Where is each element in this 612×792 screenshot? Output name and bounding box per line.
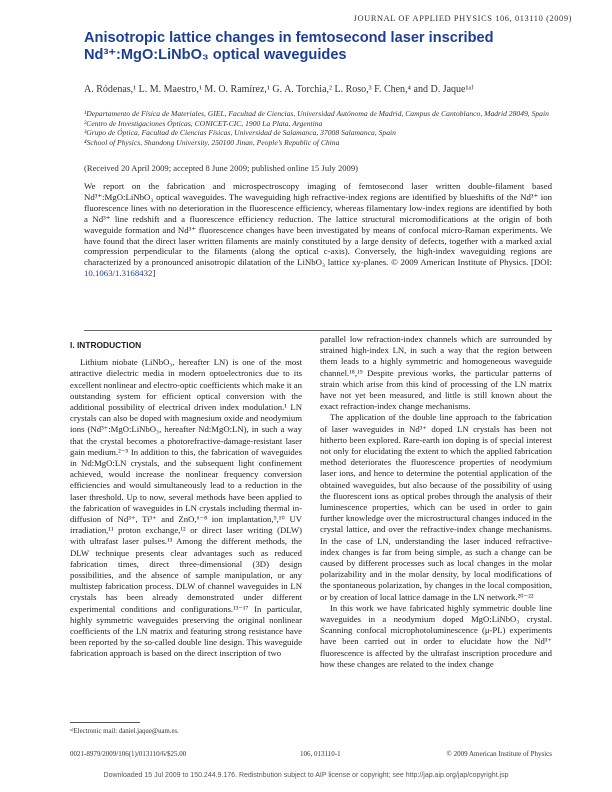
received-dates: (Received 20 April 2009; accepted 8 June 2009; published online 15 July 2009) — [84, 163, 358, 173]
author-list: A. Ródenas,¹ L. M. Maestro,¹ M. O. Ramírez,¹ G. A. Torchia,² L. Roso,³ F. Chen,⁴ and D. Jaque¹ᵃ⁾ — [84, 84, 474, 95]
affiliation-2: ²Centro de Investigaciones Ópticas, CONICET-CIC, 1900 La Plata, Argentina — [84, 118, 323, 128]
footer-issn: 0021-8979/2009/106(1)/013110/6/$25.00 — [70, 750, 187, 758]
section-divider — [84, 330, 552, 331]
download-notice: Downloaded 15 Jul 2009 to 150.244.9.176. Redistribution subject to AIP license or copyright; see http://jap.aip.org/jap/copyright.jsp — [103, 772, 509, 779]
article-title: Anisotropic lattice changes in femtosecond laser inscribed Nd³⁺:MgO:LiNbO₃ optical waveguides — [84, 30, 494, 63]
doi-link[interactable]: 10.1063/1.3168432 — [84, 268, 153, 279]
journal-header: JOURNAL OF APPLIED PHYSICS 106, 013110 (2009) — [353, 14, 572, 23]
abstract-end: ] — [152, 268, 156, 279]
affiliation-3: ³Grupo de Óptica, Facultad de Ciencias Físicas, Universidad de Salamanca, 37008 Salamanca, Spain — [84, 128, 396, 138]
intro-paragraph-1: Lithium niobate (LiNbO₃, hereafter LN) is one of the most attractive dielectric media in modern optoelectronics due to its excellent nonlinear and electro-optic coefficients which make it an outstanding system for efficient optical conversion with the additional possibility of electrical driven index modulation.¹ LN crystals can also be doped with magnesium oxide and neodymium ions (Nd³⁺:MgO:LiNbO₃, hereafter Nd:MgO:LN), in such a way that the crystal becomes a photorefractive-damage-resistant laser gain medium.²⁻⁵ In addition to this, the fabrication of waveguides in Nd:MgO:LN crystals, and the subsequent light confinement achieved, would increase the nonlinear frequency conversion efficiencies and would simultaneously lead to a reduction in the laser threshold. Up to now, several methods have been applied to the fabrication of waveguides in LN crystals including thermal in-diffusion of Nd³⁺, Ti³⁺ and ZnO,⁶⁻⁸ ion implantation,⁹,¹⁰ UV irradiation,¹¹ proton exchange,¹² or direct laser writing (DLW) with ultrafast laser pulses.¹³ Among the different methods, the DLW technique presents clear advantages such as reduced fabrication times, direct three-dimensional (3D) design possibilities, and the absence of sample manipulation, or any multistep fabrication process. DLW of channel waveguides in LN crystals has been already demonstrated under different experimental conditions and configurations.¹³⁻¹⁷ In particular, highly symmetric waveguides preserving the original nonlinear coefficients of the LN matrix and featuring strong resistance have been reported by the so-called double line design. This waveguide fabrication approach is based on the direct inscription of two — [70, 357, 302, 659]
footnote-divider — [70, 722, 140, 723]
affiliation-4: ⁴School of Physics, Shandong University, 250100 Jinan, People’s Republic of China — [84, 138, 340, 148]
affiliation-1: ¹Departamento de Física de Materiales, GIEL, Facultad de Ciencias, Universidad Autónoma de Madrid, Campus de Cantoblanco, Madrid 28049, Spain — [84, 109, 549, 118]
intro-paragraph-3: In this work we have fabricated highly symmetric double line waveguides in a neodymium doped MgO:LiNbO₃ crystal. Scanning confocal microphotoluminescence (μ-PL) experiments have been carried out in order to elucidate how the Nd³⁺ fluorescence is affected by the ultrafast inscription procedure and how these changes are related to the index change — [320, 602, 552, 669]
footer-page-number: 106, 013110-1 — [300, 750, 341, 758]
abstract — [84, 181, 552, 279]
right-column — [320, 334, 552, 670]
footnote: ᵃ⁾Electronic mail: daniel.jaque@uam.es. — [70, 728, 179, 735]
abstract-text: We report on the fabrication and microspectroscopy imaging of femtosecond laser written double-filament based Nd³⁺:MgO:LiNbO₃ optical waveguides. The waveguiding high refractive-index regions are identified by blueshifts of the Nd³⁺ ion fluorescence lines with no deterioration in the fluorescence efficiency, whereas filamentary low-index regions are identified by both a Nd³⁺ line redshift and a fluorescence efficiency reduction. The lattice structural micromodifications at the origin of both waveguide formation and Nd³⁺ fluorescence changes have been investigated by means of confocal micro-Raman experiments. We have found that the direct laser written filaments are mainly constituted by a large density of defects, together with a marked axial compression perpendicular to the filaments (along the optical c-axis). Conversely, the high-index waveguiding regions are characterized by a pronounced anisotropic dilatation of the LiNbO₃ lattice xy-planes. © 2009 American Institute of Physics. [DOI: — [84, 181, 552, 268]
footer-copyright: © 2009 American Institute of Physics — [446, 750, 552, 758]
intro-paragraph-continued: parallel low refraction-index channels which are surrounded by strained high-index LN, in such a way that the region between them leads to a highly symmetric and homogeneous waveguide channel.¹⁸,¹⁹ Despite previous works, the particular patterns of strain which arise from this kind of processing of the LN matrix have not yet been measured, and little is still known about the exact refraction-index change mechanisms. — [320, 334, 552, 412]
section-heading: I. INTRODUCTION — [70, 340, 142, 350]
affiliations — [84, 109, 552, 148]
left-column — [70, 340, 302, 660]
intro-paragraph-2: The application of the double line approach to the fabrication of laser waveguides in Nd³⁺ doped LN crystals has been not hitherto been explored. Rare-earth ion doping is of special interest not only for elucidating the extent to which the applied fabrication method deteriorates the fluorescence properties of neodymium laser ions, and hence to determine the potential application of the obtained waveguides, but also because of the possibility of using the fluorescent ions as optical probes through the analysis of their luminescence properties, which can be used in order to gain further knowledge over the microstructural changes induced in the crystal lattice, and over the refractive-index change mechanisms. In the case of LN, understanding the laser induced refractive-index changes is far from being simple, as such a change can be caused by different processes such as local changes in the molar polarizability and in the molar density, by local modifications of the spontaneous polarization, by changes in the local composition, or by creation of local lattice damage in the LN network.²⁰⁻²² — [320, 412, 552, 602]
